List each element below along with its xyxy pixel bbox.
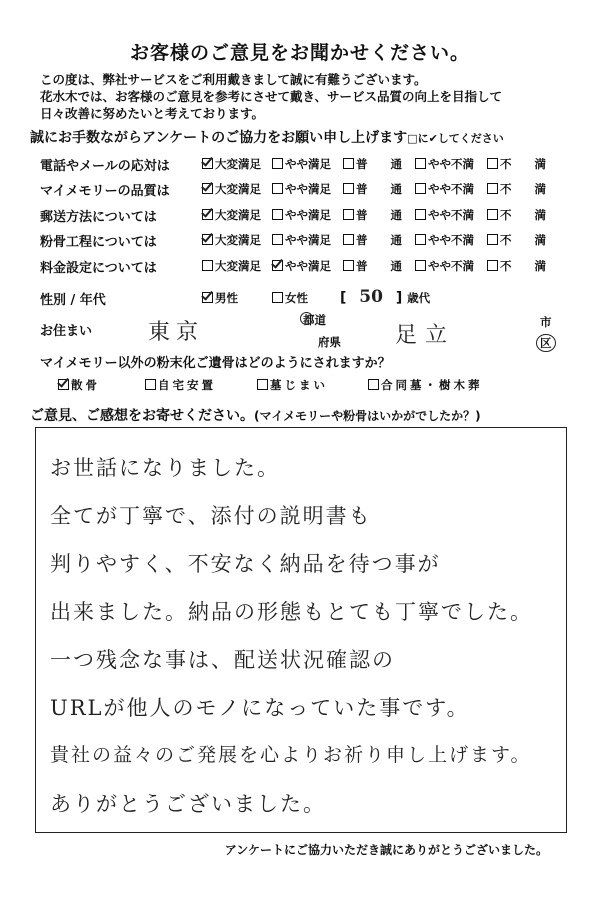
rating-option-label: やや不満 [428, 259, 474, 273]
rating-option-label: やや不満 [428, 182, 474, 196]
rating-checkbox[interactable] [415, 234, 426, 245]
remains-checkbox-3[interactable] [368, 379, 379, 390]
remains-option-label-0: 散骨 [71, 378, 100, 392]
comment-line: 貴社の益々のご発展を心よりお祈り申し上げます。 [50, 744, 532, 766]
rating-checkbox[interactable] [487, 158, 498, 169]
comment-line: お世話になりました。 [50, 456, 280, 480]
remains-question: マイメモリー以外の粉末化ご遺骨はどのようにされますか？ [40, 356, 391, 371]
pref-suffix-line1: 都道 [303, 313, 326, 327]
rating-checkbox[interactable] [487, 209, 498, 220]
rating-option[interactable] [343, 181, 402, 197]
prefecture-value: 東京 [148, 320, 205, 345]
rating-checkbox[interactable] [272, 209, 283, 220]
rating-option[interactable] [487, 232, 546, 248]
gender-male-checkbox[interactable] [202, 292, 213, 303]
rating-option[interactable] [272, 258, 331, 274]
age-open-bracket: [ [340, 290, 347, 306]
intro-line-2: 花水木では、お客様のご意見を参考にさせて戴き、サービス品質の向上を目指して [40, 89, 503, 104]
comments-box[interactable] [35, 427, 567, 833]
rating-checkbox[interactable] [343, 158, 354, 169]
rating-option[interactable] [415, 207, 474, 223]
rating-option[interactable] [415, 258, 474, 274]
intro-line-1: この度は、弊社サービスをご利用戴きまして誠に有難うございます。 [40, 72, 427, 87]
questions-header-hint: □に✔してください [407, 132, 504, 145]
intro-line-3: 日々改善に努めたいと考えております。 [40, 106, 265, 121]
remains-option-3[interactable] [368, 377, 483, 393]
city-value: 足立 [395, 323, 456, 348]
age-value: 50 [359, 287, 383, 307]
gender-age-label: 性別 / 年代 [40, 293, 106, 308]
comment-line: 判りやすく、不安なく納品を待つ事が [50, 552, 441, 576]
gender-female-label: 女性 [285, 291, 308, 305]
questions-header [30, 127, 504, 147]
rating-option[interactable] [415, 232, 474, 248]
rating-option[interactable] [343, 207, 402, 223]
questions-header-text: 誠にお手数ながらアンケートのご協力をお願い申し上げます [30, 130, 408, 146]
rating-option-label: 普 通 [356, 182, 402, 196]
page-title: お客様のご意見をお聞かせください。 [129, 42, 470, 64]
comment-line: 全てが丁寧で、添付の説明書も [50, 504, 372, 528]
comments-header-hint: (マイメモリーや粉骨はいかがでしたか？) [254, 409, 481, 423]
rating-option-label: 不 満 [500, 182, 546, 196]
rating-option-label: 普 通 [356, 259, 402, 273]
rating-option-label: やや満足 [285, 182, 331, 196]
remains-option-label-2: 墓じまい [270, 378, 328, 392]
rating-checkbox[interactable] [202, 209, 213, 220]
gender-female-option[interactable] [272, 290, 308, 306]
rating-option[interactable] [487, 181, 546, 197]
address-label: お住まい [40, 324, 93, 339]
rating-checkbox[interactable] [343, 183, 354, 194]
rating-checkbox[interactable] [415, 158, 426, 169]
rating-checkbox[interactable] [415, 260, 426, 271]
rating-option[interactable] [415, 181, 474, 197]
comments-header [30, 405, 481, 425]
rating-row-label: 電話やメールの応対は [40, 159, 170, 174]
pref-circle-mark [300, 312, 313, 325]
rating-option[interactable] [202, 258, 261, 274]
rating-row-label: 郵送方法については [40, 210, 157, 225]
rating-option[interactable] [202, 207, 261, 223]
rating-option-label: 普 通 [356, 208, 402, 222]
age-close-bracket: ] [395, 290, 403, 306]
rating-option[interactable] [272, 207, 331, 223]
rating-checkbox[interactable] [487, 234, 498, 245]
rating-option[interactable] [272, 181, 331, 197]
rating-option[interactable] [272, 232, 331, 248]
rating-option[interactable] [202, 181, 261, 197]
rating-checkbox[interactable] [202, 260, 213, 271]
rating-checkbox[interactable] [272, 234, 283, 245]
rating-option-label: 普 通 [356, 157, 402, 171]
rating-option-label: 大変満足 [215, 157, 261, 171]
rating-checkbox[interactable] [272, 260, 283, 271]
rating-option-label: やや満足 [285, 157, 331, 171]
comment-line: URLが他人のモノになっていた事です。 [50, 696, 470, 720]
rating-option[interactable] [272, 156, 331, 172]
rating-checkbox[interactable] [202, 183, 213, 194]
rating-row-label: 粉骨工程については [40, 235, 157, 250]
remains-option-2[interactable] [257, 377, 328, 393]
gender-female-checkbox[interactable] [272, 292, 283, 303]
rating-option-label: やや不満 [428, 233, 474, 247]
rating-checkbox[interactable] [487, 183, 498, 194]
pref-suffix-line2: 府県 [318, 335, 341, 349]
city-suffix-ward [536, 334, 556, 352]
rating-option-label: 不 満 [500, 259, 546, 273]
rating-row-label: マイメモリーの品質は [40, 184, 170, 199]
rating-checkbox[interactable] [202, 234, 213, 245]
rating-row-label: 料金設定については [40, 261, 157, 276]
rating-checkbox[interactable] [487, 260, 498, 271]
remains-option-label-3: 合同墓・樹木葬 [381, 378, 483, 392]
rating-option-label: 不 満 [500, 233, 546, 247]
remains-checkbox-1[interactable] [145, 379, 156, 390]
rating-checkbox[interactable] [343, 209, 354, 220]
rating-checkbox[interactable] [272, 158, 283, 169]
rating-option-label: 大変満足 [215, 208, 261, 222]
gender-male-option[interactable] [202, 290, 238, 306]
footer-thanks: アンケートにご協力いただき誠にありがとうございました。 [224, 843, 548, 857]
rating-checkbox[interactable] [202, 158, 213, 169]
rating-option[interactable] [343, 232, 402, 248]
rating-option-label: 不 満 [500, 208, 546, 222]
rating-option-label: 大変満足 [215, 259, 261, 273]
comment-line: 出来ました。納品の形態もとても丁寧でした。 [50, 600, 533, 624]
rating-option-label: 不 満 [500, 157, 546, 171]
rating-option-label: やや不満 [428, 208, 474, 222]
remains-checkbox-2[interactable] [257, 379, 268, 390]
rating-option[interactable] [487, 258, 546, 274]
city-suffix-ward-circled: 区 [536, 334, 556, 352]
rating-checkbox[interactable] [415, 183, 426, 194]
rating-checkbox[interactable] [343, 234, 354, 245]
rating-option[interactable] [202, 156, 261, 172]
comment-line: 一つ残念な事は、配送状況確認の [50, 648, 395, 672]
age-suffix: 歳代 [407, 291, 431, 305]
rating-option-label: 大変満足 [215, 182, 261, 196]
rating-option[interactable] [415, 156, 474, 172]
rating-option[interactable] [487, 156, 546, 172]
rating-option[interactable] [343, 156, 402, 172]
remains-option-1[interactable] [145, 377, 216, 393]
rating-option-label: やや満足 [285, 233, 331, 247]
comments-header-text: ご意見、ご感想をお寄せください。 [30, 408, 254, 424]
rating-checkbox[interactable] [272, 183, 283, 194]
rating-option-label: やや不満 [428, 157, 474, 171]
rating-option[interactable] [343, 258, 402, 274]
rating-checkbox[interactable] [415, 209, 426, 220]
rating-option-label: やや満足 [285, 208, 331, 222]
rating-checkbox[interactable] [343, 260, 354, 271]
rating-option[interactable] [202, 232, 261, 248]
remains-option-label-1: 自宅安置 [158, 378, 216, 392]
rating-option[interactable] [487, 207, 546, 223]
rating-option-label: やや満足 [285, 259, 331, 273]
remains-checkbox-0[interactable] [58, 379, 69, 390]
remains-option-0[interactable] [58, 377, 100, 393]
comment-line: ありがとうございました。 [50, 792, 326, 816]
rating-option-label: 普 通 [356, 233, 402, 247]
age-field[interactable] [340, 287, 430, 307]
rating-option-label: 大変満足 [215, 233, 261, 247]
gender-male-label: 男性 [215, 291, 238, 305]
city-suffix-city: 市 [540, 315, 552, 329]
